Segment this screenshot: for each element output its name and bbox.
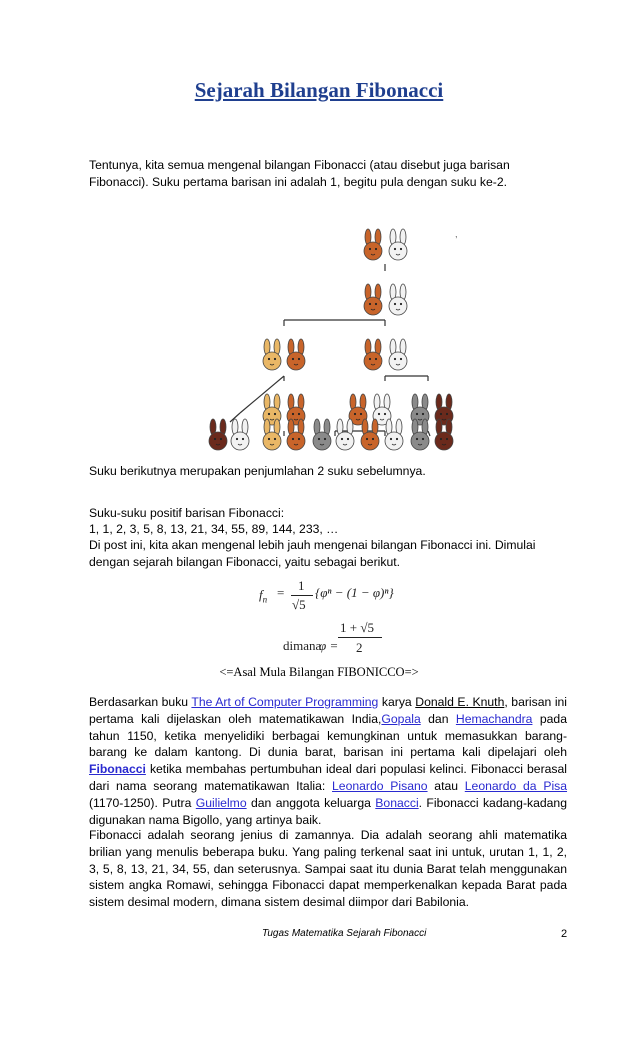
intro-paragraph: Tentunya, kita semua mengenal bilangan Fibonacci (atau disebut juga barisan Fibonacci). Suku pertama barisan ini adalah 1, begitu pula dengan suku ke-2. <box>89 158 510 189</box>
phi-denominator: 2 <box>356 640 363 655</box>
tree-branch <box>428 431 430 436</box>
sequence-text: 1, 1, 2, 3, 5, 8, 13, 21, 34, 55, 89, 144, 233, … <box>89 522 339 536</box>
rabbit-icon <box>361 419 379 450</box>
rabbit-icon <box>263 339 281 370</box>
link-bonacci[interactable]: Bonacci <box>375 795 419 810</box>
stray-mark: , <box>455 229 458 239</box>
phi-numerator: 1 + √5 <box>340 620 374 635</box>
rabbit-icon <box>209 419 227 450</box>
text-segment: (1170-1250). Putra <box>89 795 192 810</box>
positive-terms-heading: Suku-suku positif barisan Fibonacci: <box>89 506 285 520</box>
footer-text: Tugas Matematika Sejarah Fibonacci <box>262 928 427 939</box>
text-segment: dan <box>428 711 449 726</box>
formula-fraction-bar <box>291 595 313 596</box>
page-title: Sejarah Bilangan Fibonacci <box>194 78 444 102</box>
rabbit-icon <box>389 229 407 260</box>
rabbit-icon <box>389 339 407 370</box>
rabbit-icon <box>364 229 382 260</box>
text-segment: dan anggota keluarga <box>251 795 371 810</box>
link-hemachandra[interactable]: Hemachandra <box>455 711 533 726</box>
next-term-text: Suku berikutnya merupakan penjumlahan 2 suku sebelumnya. <box>89 464 426 478</box>
text-segment: pada tahun 1150, ketika menyelidiki berbagai kemungkinan untuk memasukkan barang-barang ke dalam kantong. Di dunia barat, barisan ini pertama kali dipelajari oleh <box>89 711 567 760</box>
rabbit-icon <box>385 419 403 450</box>
formula-body: {φⁿ − (1 − φ)ⁿ} <box>315 585 394 600</box>
formula-denominator: √5 <box>292 597 306 612</box>
text-segment: karya <box>381 695 412 709</box>
genius-paragraph: Fibonacci adalah seorang jenius di zamannya. Dia adalah seorang ahli matematika brilian yang menulis beberapa buku. Yang paling terkenal saat ini untuk, urutan 1, 1, 2, 3, 5, 8, 13, 21, 34, 55, dan seterusnya. Sampai saat itu dunia Barat telah menggunakan sistem angka Romawi, sehingga Fibonacci dapat memperkenalkan kepada Barat pada sistem desimal modern, dimana sistem desimal diimpor dari Babilonia. <box>89 828 567 910</box>
link-art-of-programming[interactable]: The Art of Computer Programming <box>191 695 379 709</box>
page-number: 2 <box>561 928 568 940</box>
link-leonardo-pisano[interactable]: Leonardo Pisano <box>332 778 428 793</box>
origin-heading: <=Asal Mula Bilangan FIBONICCO=> <box>219 665 419 679</box>
rabbit-icon <box>313 419 331 450</box>
link-leonardo-da-pisa[interactable]: Leonardo da Pisa <box>464 778 568 793</box>
rabbit-icon <box>389 284 407 315</box>
link-gopala[interactable]: Gopala <box>381 711 421 726</box>
rabbit-icon <box>364 339 382 370</box>
formula-numerator: 1 <box>298 578 305 593</box>
formula-equals: = <box>277 585 285 600</box>
rabbit-icon <box>336 419 354 450</box>
text-segment: . Fibonacci kadang-kadang digunakan nama Bigollo, yang artinya baik. <box>89 795 567 827</box>
phi-equals: φ = <box>319 638 339 653</box>
rabbit-icon <box>287 339 305 370</box>
link-fibonacci[interactable]: Fibonacci <box>89 762 146 777</box>
formula-lhs: $f_n$ <box>259 587 268 605</box>
rabbit-icon <box>231 419 249 450</box>
text-segment: atau <box>434 778 459 793</box>
link-guilielmo[interactable]: Guilielmo <box>195 795 247 810</box>
link-donald-knuth[interactable]: Donald E. Knuth <box>415 695 505 709</box>
dimana-label: dimana <box>283 638 322 653</box>
rabbit-icon <box>364 284 382 315</box>
rabbit-family-tree <box>200 216 462 453</box>
text-segment: ketika membahas pertumbuhan ideal dari populasi kelinci. Fibonacci berasal dari nama seorang matematikawan Italia: <box>89 762 567 793</box>
text-segment: , barisan ini pertama kali dijelaskan oleh matematikawan India, <box>89 695 568 726</box>
text-segment: Berdasarkan buku <box>89 695 189 709</box>
post-intro-text: Di post ini, kita akan mengenal lebih jauh mengenai bilangan Fibonacci ini. Dimulai dengan sejarah bilangan Fibonacci, yaitu sebagai berikut. <box>89 538 536 569</box>
history-paragraph <box>89 694 567 828</box>
phi-fraction-bar <box>338 637 382 638</box>
